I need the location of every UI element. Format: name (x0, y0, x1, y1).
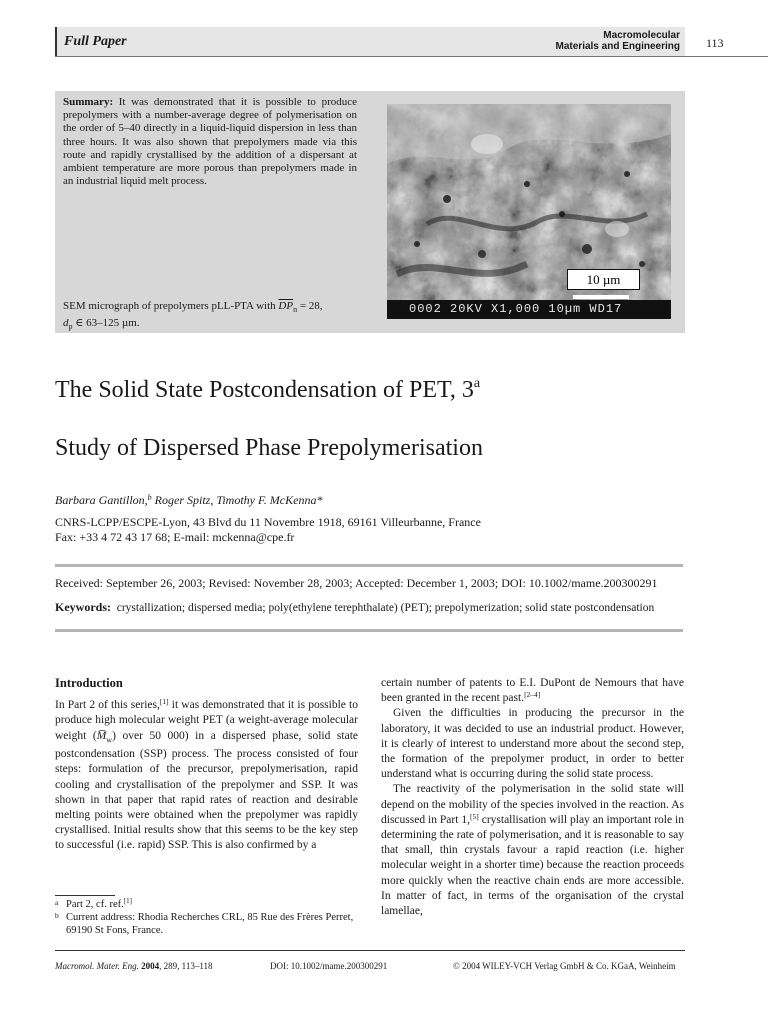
page-number: 113 (706, 36, 724, 50)
sem-micrograph (387, 104, 671, 319)
footnote-a: a Part 2, cf. ref.[1] (55, 897, 132, 910)
article-title: The Solid State Postcondensation of PET, 3$^a$ (55, 376, 481, 403)
body-column-right (381, 676, 684, 919)
running-header (55, 27, 685, 56)
paragraph: The reactivity of the polymerisation in the solid state will depend on the mobility of the species involved in the reaction. As discussed in Part 1,[5] crystallisation will play an important role in determining the rate of polymerisation, and it is reasonable to say that small, thin crystals favour a rapid reaction (i.e. higher molecular weight in a shorter time) because the reaction proceeds more quickly when the reactive chain ends are more accessible. In matter of fact, in terms of the organisation of the crystal lamellae, (381, 783, 684, 918)
footnote-rule (55, 895, 115, 896)
paragraph: certain number of patents to E.I. DuPont de Nemours that have been granted in the recent past.[2–4] (381, 677, 684, 705)
footer-doi: DOI: 10.1002/mame.200300291 (270, 961, 388, 971)
divider-bottom (55, 629, 683, 632)
section-label: Full Paper (64, 34, 127, 49)
paragraph: In Part 2 of this series,[1] it was demonstrated that it is possible to produce high molecular weight PET (a weight-average molecular weight $(M̅_w)$ over 50 000) in a dispersed phase, solid state postcondensation (SSP) process. The process consisted of four steps: formulation of the precursor, prepolymerisation, rapid cooling and crystallisation of the prepolymer and SSP. It was shown in that paper that rapid rates of reaction and desirable melting points were obtained when the prepolymer was rapidly crystallised. Initial results show that this seems to be the key step to successful (i.e. rapid) SSP. This is also confirmed by a (55, 697, 358, 852)
footer-divider (55, 950, 685, 951)
article-subtitle: Study of Dispersed Phase Prepolymerisation (55, 435, 483, 461)
journal-logo (556, 30, 680, 52)
scale-bar (573, 295, 629, 299)
sem-info-bar: 0002 20KV X1,000 10µm WD17 (387, 300, 671, 319)
figure-caption: SEM micrograph of prepolymers pLL-PTA with $\overline{DP}_n = 28$, $d_p$ ∈ 63–125 µm. (63, 300, 323, 331)
summary-body: It was demonstrated that it is possible to produce prepolymers with a number-average degree of polymerisation on the order of 5–40 directly in a liquid-liquid dispersion in less than three hours. It was also shown that prepolymers made via this route and rapidly crystallised by the addition of a dispersant at ambient temperature are more porous than prepolymers made in an industrial liquid melt process. (63, 96, 358, 188)
divider-top (55, 564, 683, 567)
section-heading-introduction: Introduction (55, 676, 123, 690)
graphical-abstract (55, 91, 685, 333)
footnote-b: b Current address: Rhodia Recherches CRL, 85 Rue des Frères Perret, 69190 St Fons, France. (55, 911, 354, 936)
journal-name-line2: Materials and Engineering (555, 41, 680, 52)
header-divider (55, 56, 768, 57)
journal-name-line1: Macromolecular (603, 30, 680, 41)
authors: Barbara Gantillon,$^b$ Roger Spitz, Timothy F. McKenna* (55, 493, 323, 507)
keywords: Keywords: crystallization; dispersed media; poly(ethylene terephthalate) (PET); prepolymerization; solid state postcondensation (55, 600, 655, 614)
summary-label: Summary: (63, 96, 114, 108)
summary-text (63, 96, 357, 188)
affiliation: CNRS-LCPP/ESCPE-Lyon, 43 Blvd du 11 Novembre 1918, 69161 Villeurbanne, France Fax: +33 4 72 43 17 68; E-mail: mckenna@cpe.fr (55, 515, 481, 544)
footnotes (55, 898, 358, 937)
citation: Macromol. Mater. Eng. 2004, 289, 113–118 (55, 961, 213, 971)
received-dates: Received: September 26, 2003; Revised: November 28, 2003; Accepted: December 1, 2003; DOI: 10.1002/mame.200300291 (55, 576, 658, 590)
copyright: © 2004 WILEY-VCH Verlag GmbH & Co. KGaA, Weinheim (453, 961, 676, 971)
paragraph: Given the difficulties in producing the precursor in the laboratory, it was decided to use an industrial product. However, it is clearly of interest to understand more about the second step, the formation of the prepolymer product, in order to better understand what is occurring during the solid state process. (381, 707, 684, 781)
body-column-left (55, 676, 358, 854)
scale-label: 10 µm (567, 269, 640, 290)
